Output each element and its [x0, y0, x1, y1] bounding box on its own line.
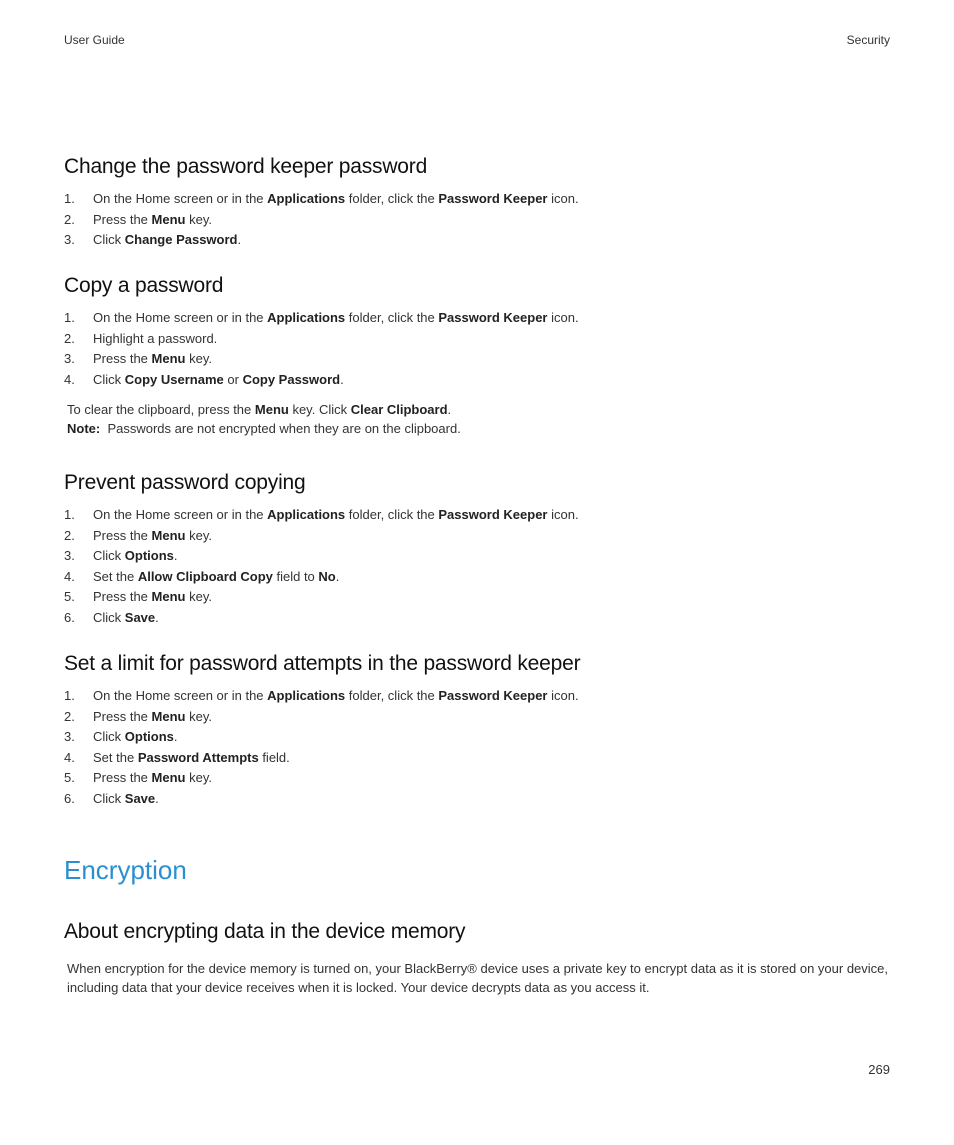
- step-text: .: [173, 548, 178, 564]
- list-item: [64, 189, 579, 210]
- step-text: Click: [93, 729, 125, 745]
- step-number: 4.: [64, 371, 75, 387]
- step-text: .: [155, 790, 159, 806]
- list-item: [64, 505, 579, 526]
- list-item: [64, 748, 579, 769]
- step-text: Press the: [93, 708, 152, 724]
- step-text: Press the: [93, 527, 152, 543]
- step-text: .: [173, 729, 178, 745]
- page-number: 269: [868, 1062, 890, 1077]
- clear-text-c: .: [447, 402, 452, 417]
- step-number: 3.: [64, 548, 75, 564]
- list-item: [64, 686, 579, 707]
- list-item: [64, 210, 579, 231]
- step-text: key.: [185, 589, 212, 605]
- list-item: [64, 567, 579, 588]
- steps-password-attempts-limit: [64, 686, 579, 810]
- list-item: [64, 349, 579, 370]
- step-number: 6.: [64, 790, 75, 806]
- step-bold-term: Copy Username: [124, 371, 224, 387]
- step-bold-term: Applications: [267, 310, 346, 325]
- heading-prevent-copying: Prevent password copying: [64, 471, 306, 494]
- about-encrypting-line-1: When encryption for the device memory is turned on, your BlackBerry® device uses a private key to encrypt data as it is stored on your device,: [67, 961, 889, 976]
- step-number: 1.: [64, 310, 75, 325]
- step-bold-term: Password Keeper: [438, 507, 548, 522]
- step-bold-term: Copy Password: [242, 371, 341, 387]
- step-text: folder, click the: [345, 507, 439, 522]
- list-item: [64, 370, 579, 391]
- step-number: 2.: [64, 527, 75, 543]
- step-bold-term: Menu: [151, 589, 186, 605]
- step-number: 1.: [64, 688, 75, 703]
- step-text: field to: [272, 568, 319, 584]
- running-header-left: User Guide: [64, 33, 125, 47]
- step-text: key.: [185, 351, 212, 367]
- step-text: key.: [185, 527, 212, 543]
- list-item: [64, 526, 579, 547]
- step-number: 2.: [64, 708, 75, 724]
- step-bold-term: Password Keeper: [438, 310, 548, 325]
- step-bold-term: Applications: [267, 191, 346, 206]
- heading-about-encrypting: About encrypting data in the device memory: [64, 920, 466, 943]
- step-text: .: [155, 609, 159, 625]
- step-text: or: [223, 371, 243, 387]
- step-number: 3.: [64, 232, 75, 248]
- step-text: folder, click the: [345, 310, 439, 325]
- step-text: On the Home screen or in the: [93, 688, 268, 703]
- step-text: icon.: [547, 191, 579, 206]
- step-text: .: [335, 568, 340, 584]
- about-encrypting-line-2: including data that your device receives when it is locked. Your device decrypts data as you access it.: [67, 980, 650, 995]
- step-text: Click: [93, 609, 125, 625]
- step-bold-term: Applications: [267, 688, 346, 703]
- step-number: 6.: [64, 609, 75, 625]
- step-text: Press the: [93, 770, 152, 786]
- step-text: Press the: [93, 211, 152, 227]
- step-bold-term: Password Attempts: [137, 749, 259, 765]
- step-text: icon.: [547, 310, 579, 325]
- step-text: Click: [93, 790, 125, 806]
- list-item: [64, 608, 579, 629]
- step-number: 3.: [64, 729, 75, 745]
- step-number: 5.: [64, 589, 75, 605]
- steps-prevent-copying: [64, 505, 579, 629]
- step-bold-term: No: [318, 568, 336, 584]
- steps-copy-password: [64, 308, 579, 390]
- step-number: 5.: [64, 770, 75, 786]
- step-number: 1.: [64, 191, 75, 206]
- step-text: icon.: [547, 507, 579, 522]
- list-item: [64, 707, 579, 728]
- clear-bold-clear-clipboard: Clear Clipboard: [350, 402, 448, 417]
- step-bold-term: Allow Clipboard Copy: [137, 568, 273, 584]
- step-text: Highlight a password.: [93, 330, 218, 346]
- note-label: Note:: [67, 421, 101, 436]
- clear-clipboard-paragraph: [67, 400, 451, 420]
- steps-change-keeper-password: [64, 189, 579, 251]
- step-text: On the Home screen or in the: [93, 191, 268, 206]
- clipboard-note: [67, 419, 461, 439]
- heading-change-keeper-password: Change the password keeper password: [64, 155, 428, 178]
- step-bold-term: Menu: [151, 527, 186, 543]
- clear-text-a: To clear the clipboard, press the: [67, 402, 255, 417]
- list-item: [64, 768, 579, 789]
- running-header-right: Security: [846, 33, 890, 47]
- step-text: key.: [185, 770, 212, 786]
- step-bold-term: Password Keeper: [438, 688, 548, 703]
- step-bold-term: Menu: [151, 770, 186, 786]
- step-bold-term: Menu: [151, 211, 186, 227]
- step-bold-term: Menu: [151, 351, 186, 367]
- list-item: [64, 587, 579, 608]
- step-text: Click: [93, 232, 125, 248]
- step-bold-term: Applications: [267, 507, 346, 522]
- list-item: [64, 789, 579, 810]
- step-bold-term: Change Password: [124, 232, 238, 248]
- note-text: Passwords are not encrypted when they are on the clipboard.: [100, 421, 461, 436]
- step-number: 4.: [64, 749, 75, 765]
- step-text: Set the: [93, 749, 138, 765]
- step-bold-term: Save: [124, 790, 156, 806]
- step-text: key.: [185, 211, 212, 227]
- step-bold-term: Password Keeper: [438, 191, 548, 206]
- step-number: 2.: [64, 330, 75, 346]
- step-text: Click: [93, 548, 125, 564]
- step-bold-term: Options: [124, 729, 174, 745]
- clear-text-b: key. Click: [288, 402, 351, 417]
- step-text: On the Home screen or in the: [93, 507, 268, 522]
- step-number: 1.: [64, 507, 75, 522]
- step-text: folder, click the: [345, 191, 439, 206]
- step-number: 2.: [64, 211, 75, 227]
- list-item: [64, 308, 579, 329]
- step-text: .: [340, 371, 344, 387]
- step-number: 4.: [64, 568, 75, 584]
- heading-password-attempts-limit: Set a limit for password attempts in the password keeper: [64, 652, 581, 675]
- list-item: [64, 329, 579, 350]
- heading-copy-password: Copy a password: [64, 274, 224, 297]
- step-number: 3.: [64, 351, 75, 367]
- step-text: Set the: [93, 568, 138, 584]
- step-text: key.: [185, 708, 212, 724]
- step-text: On the Home screen or in the: [93, 310, 268, 325]
- step-text: .: [237, 232, 242, 248]
- step-bold-term: Options: [124, 548, 174, 564]
- list-item: [64, 230, 579, 251]
- step-bold-term: Save: [124, 609, 156, 625]
- heading-encryption: Encryption: [64, 855, 187, 885]
- step-text: Press the: [93, 351, 152, 367]
- clear-bold-menu: Menu: [254, 402, 289, 417]
- step-text: Press the: [93, 589, 152, 605]
- step-text: folder, click the: [345, 688, 439, 703]
- list-item: [64, 546, 579, 567]
- step-bold-term: Menu: [151, 708, 186, 724]
- step-text: field.: [258, 749, 290, 765]
- list-item: [64, 727, 579, 748]
- step-text: Click: [93, 371, 125, 387]
- step-text: icon.: [547, 688, 579, 703]
